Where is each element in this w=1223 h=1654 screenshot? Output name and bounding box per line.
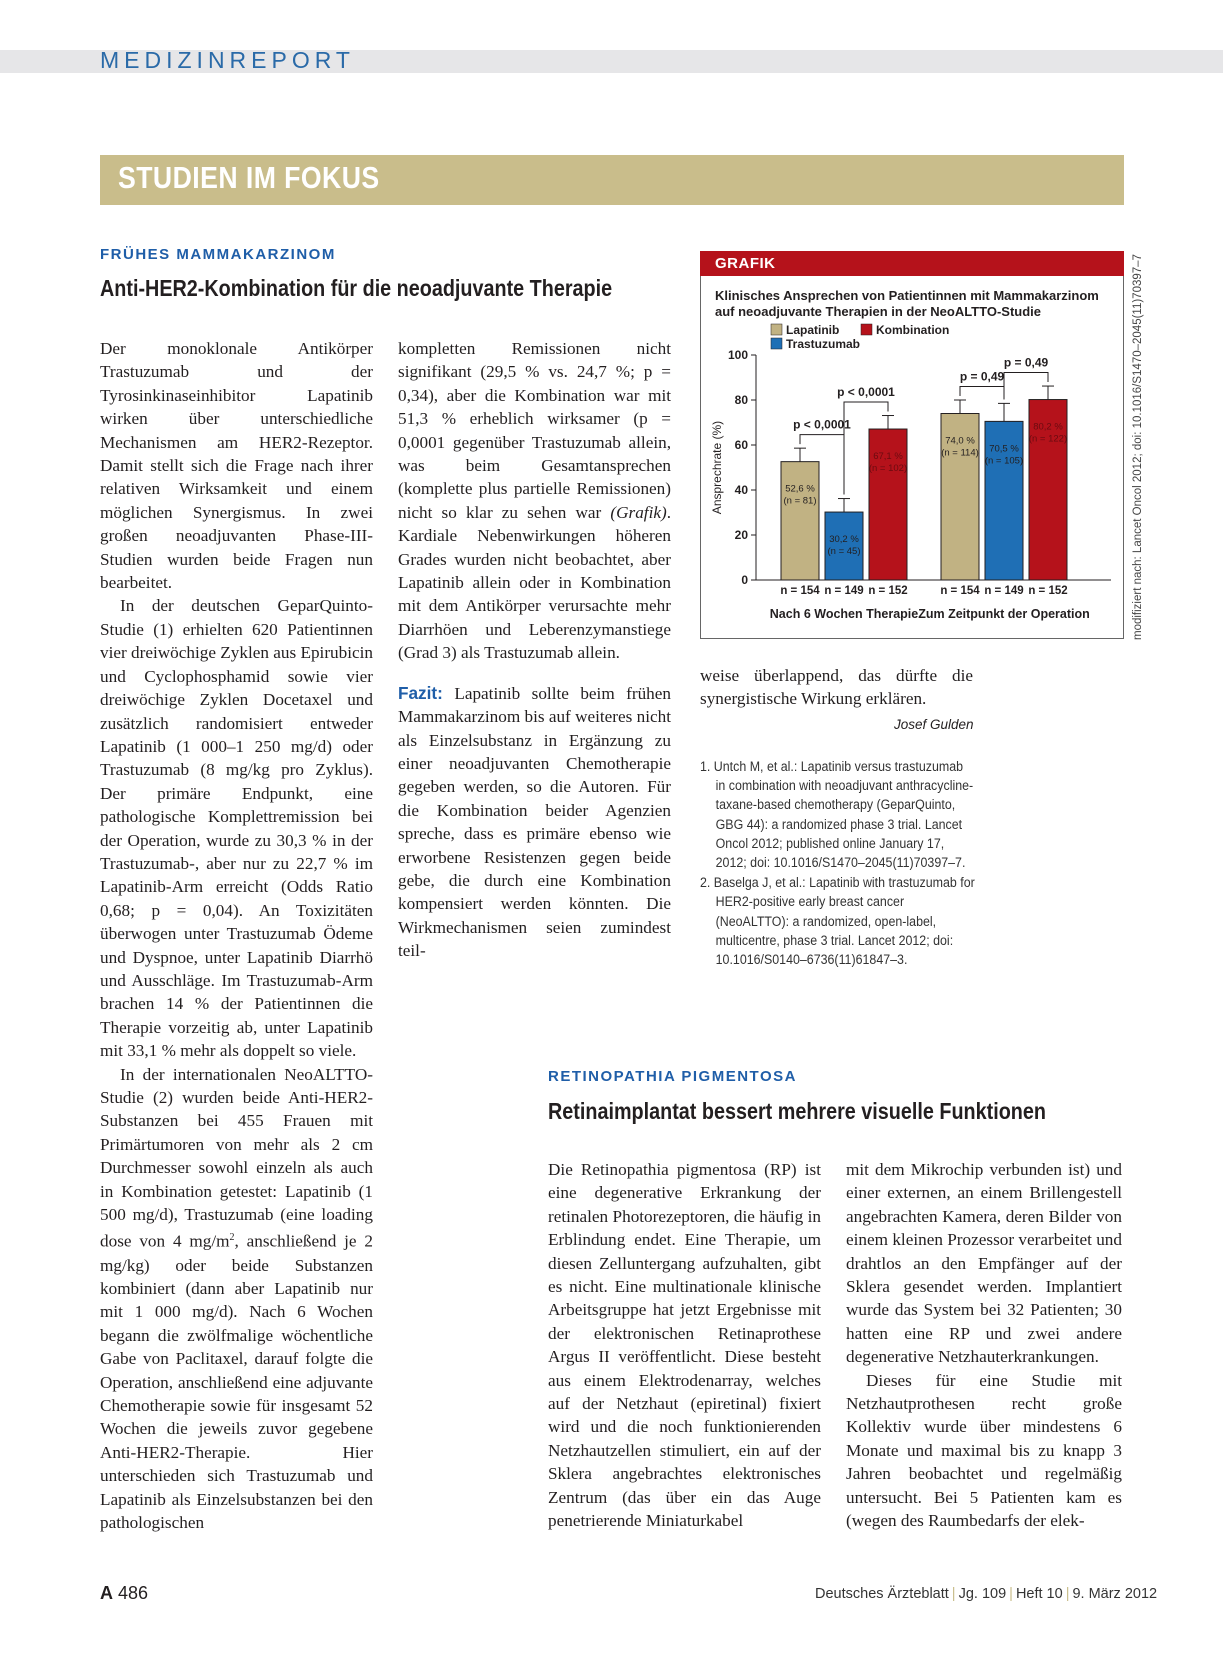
article1-col1-paragraph-2: In der deutschen GeparQuinto-Studie (1) erhielten 620 Patientinnen vier dreiwöchige Zyklen aus Epirubicin und Cyclophosphamid sowie vier dreiwöchige Zyklen Docetaxel und zusätzlich randomisiert entweder Lapatinib (1 000–1 250 mg/d) oder Trastuzumab (8 mg/kg pro Zyklus). Der primäre Endpunkt, eine pathologische Komplettremission bei der Operation, wurde zu 30,3 % in der Trastuzumab-, aber nur zu 22,7 % im Lapatinib-Arm erreicht (Odds Ratio 0,68; p = 0,04). An Toxizitäten überwogen unter Trastuzumab Ödeme und Dyspnoe, unter Lapatinib Diarrhö und Ausschläge. Im Trastuzumab-Arm brachen 14 % der Patientinnen die Therapie vorzeitig ab, unter Lapatinib mit 33,1 % mehr als doppelt so viele. xyxy=(100,596,374,1061)
journal-footer xyxy=(815,1586,1157,1602)
n-total-label: n = 152 xyxy=(868,585,908,597)
article1-kicker: FRÜHES MAMMAKARZINOM xyxy=(100,246,336,263)
article2-column-1 xyxy=(548,1158,821,1533)
bar-n-label: (n = 102) xyxy=(868,463,908,475)
y-tick-label: 40 xyxy=(734,483,748,497)
article2-kicker: RETINOPATHIA PIGMENTOSA xyxy=(548,1068,797,1085)
n-total-label: n = 149 xyxy=(984,585,1024,597)
chart-title: Klinisches Ansprechen von Patientinnen mit Mammakarzinom auf neoadjuvante Therapien in der NeoALTTO-Studie xyxy=(715,288,1099,319)
article1-column-2 xyxy=(398,337,671,963)
y-tick-label: 80 xyxy=(734,393,748,407)
legend-label: Trastuzumab xyxy=(786,337,861,351)
p-value-label: p = 0,49 xyxy=(1003,355,1049,370)
n-total-label: n = 149 xyxy=(824,585,864,597)
article1-headline: Anti-HER2-Kombination für die neoadjuvante Therapie xyxy=(100,275,613,301)
fazit-label: Fazit: xyxy=(398,682,443,703)
focus-title: STUDIEN IM FOKUS xyxy=(118,160,380,195)
y-tick-label: 60 xyxy=(734,438,748,452)
article2-column-2 xyxy=(846,1158,1122,1533)
article1-col2-paragraph-1 xyxy=(398,337,671,665)
journal-name: Deutsches Ärzteblatt xyxy=(815,1586,949,1602)
article1-col2-p1-start: kompletten Remissionen nicht signifikant (29,5 % vs. 24,7 %; p = 0,34), aber die Kombination war mit 51,3 % erheblich wirksamer (p = 0,0001 gegenüber Trastuzumab allein, was beim Gesamtansprechen (komplette plus partielle Remissionen) nicht so klar zu sehen war xyxy=(398,339,671,522)
date: 9. März 2012 xyxy=(1072,1586,1158,1602)
page-prefix: A xyxy=(100,1583,113,1603)
article2-col2-paragraph-2: Dieses für eine Studie mit Netzhautprothesen recht große Kollektiv wurde über mindestens 6 Monate und maximal bis zu knapp 3 Jahren beobachtet und regelmäßig untersucht. Bei 5 Patienten kam es (wegen des Raumbedarfs der elek- xyxy=(846,1370,1122,1531)
y-tick-label: 100 xyxy=(727,348,748,362)
bar-value-label: 30,2 % xyxy=(829,534,859,546)
comparison-bracket xyxy=(1004,373,1048,400)
separator: | xyxy=(951,1586,956,1602)
legend-swatch xyxy=(771,338,782,349)
article1-col1-p3-start: In der internationalen NeoALTTO-Studie (2) wurden beide Anti-HER2-Substanzen bei 455 Frauen mit Primärtumoren von mehr als 2 cm Durchmesser sowohl einzeln als auch in Kombination getestet: Lapatinib (1 500 mg/d), Trastuzumab (eine loading dose von 4 mg/m xyxy=(100,1064,373,1252)
category-label: Nach 6 Wochen Therapie xyxy=(769,607,919,621)
separator: | xyxy=(1065,1586,1070,1602)
legend-label: Lapatinib xyxy=(786,323,840,337)
article2-headline: Retinaimplantat bessert mehrere visuelle Funktionen xyxy=(548,1098,1046,1124)
legend-swatch xyxy=(771,324,782,335)
y-axis-label: Ansprechrate (%) xyxy=(710,420,724,515)
bar-chart xyxy=(701,320,1121,625)
grafik-reference: (Grafik) xyxy=(610,502,667,522)
y-tick-label: 0 xyxy=(741,573,748,587)
legend-swatch xyxy=(861,324,872,335)
bar-value-label: 74,0 % xyxy=(945,435,975,447)
category-label: Zum Zeitpunkt der Operation xyxy=(918,607,1090,621)
page-number-value: 486 xyxy=(118,1583,149,1603)
n-total-label: n = 152 xyxy=(1028,585,1068,597)
grafik-label: GRAFIK xyxy=(715,255,776,272)
article1-col3-paragraph: weise überlappend, das dürfte die synergistische Wirkung erklären. xyxy=(700,666,973,709)
separator: | xyxy=(1009,1586,1013,1602)
bar-value-label: 67,1 % xyxy=(873,451,903,463)
n-total-label: n = 154 xyxy=(780,585,820,597)
article2-col2-paragraph-1: mit dem Mikrochip verbunden ist) und einer externen, an einem Brillengestell angebrachten Kamera, deren Bilder von einem kleinen Prozessor verarbeitet und drahtlos an den Empfänger auf der Sklera gesendet werden. Implantiert wurde das System bei 32 Patienten; 30 hatten eine RP und zwei andere degenerative Netzhauterkrankungen. xyxy=(846,1160,1122,1367)
references xyxy=(700,757,1000,970)
bar-n-label: (n = 81) xyxy=(783,495,817,507)
page-number xyxy=(100,1583,148,1604)
p-value-label: p < 0,0001 xyxy=(837,385,895,400)
bar-n-label: (n = 122) xyxy=(1028,433,1068,445)
legend-label: Kombination xyxy=(876,323,950,337)
issue: Heft 10 xyxy=(1015,1586,1063,1602)
bar-n-label: (n = 45) xyxy=(827,546,861,558)
source-note: modifiziert nach: Lancet Oncol 2012; doi: 10.1016/S1470–2045(11)70397–7 xyxy=(1132,254,1144,640)
volume: Jg. 109 xyxy=(958,1586,1007,1602)
author: Josef Gulden xyxy=(894,717,974,732)
article2-col1-paragraph: Die Retinopathia pigmentosa (RP) ist eine degenerative Erkrankung der retinalen Photorezeptoren, die häufig in Erblindung endet. Eine Therapie, um diesen Zelluntergang aufzuhalten, gibt es nicht. Eine multinationale klinische Arbeitsgruppe hat jetzt Ergebnisse mit der elektronischen Retinaprothese Argus II veröffentlicht. Diese besteht aus einem Elektrodenarray, welches auf der Netzhaut (epiretinal) fixiert wird und die noch funktionierenden Netzhautzellen stimuliert, ein auf der Sklera angebrachtes elektronisches Zentrum (das über ein das Auge penetrierende Miniaturkabel xyxy=(548,1160,821,1531)
y-tick-label: 20 xyxy=(734,528,748,542)
fazit-text: Lapatinib sollte beim frühen Mammakarzinom bis auf weiteres nicht als Einzelsubstanz in Ergänzung zu einer neoadjuvanten Chemotherapie gegeben werden, so die Autoren. Für die Kombination beider Agenzien spreche, dass es primäre ebenso wie erworbene Resistenzen gegen beide gebe, die durch eine Kombination kompensiert werden könnten. Die Wirkmechanismen seien zumindest teil- xyxy=(398,683,672,961)
article1-col2-p1-end: . Kardiale Nebenwirkungen höheren Grades wurden nicht beobachtet, aber Lapatinib allein oder in Kombination mit dem Antikörper verursachte mehr Diarrhöen und Leberenzymanstiege (Grad 3) als Trastuzumab allein. xyxy=(398,502,671,663)
article1-fazit xyxy=(398,682,671,963)
bar-n-label: (n = 114) xyxy=(941,447,979,459)
bar-value-label: 52,6 % xyxy=(785,483,815,495)
article1-col1-p3-end: , anschließend je 2 mg/kg) oder beide Substanzen kombiniert (dann aber Lapatinib nur mit 1 000 mg/d). Nach 6 Wochen begann die zwölfmalige wöchentliche Gabe von Paclitaxel, darauf folgte die Operation, anschließend eine adjuvante Chemotherapie sowie für insgesamt 52 Wochen die jeweils zuvor gegebene Anti-HER2-Therapie. Hier unterschieden sich Trastuzumab und Lapatinib als Einzelsubstanzen bei den pathologischen xyxy=(100,1232,373,1533)
comparison-bracket xyxy=(960,387,1004,400)
reference-2: 2. Baselga J, et al.: Lapatinib with trastuzumab for HER2-positive early breast cancer (NeoALTTO): a randomized, open-label, multicentre, phase 3 trial. Lancet 2012; doi: 10.1016/S0140–6736(11)61847–3. xyxy=(700,875,975,968)
section-label: MEDIZINREPORT xyxy=(100,47,355,73)
article1-col1-paragraph-1: Der monoklonale Antikörper Trastuzumab und der Tyrosinkinaseinhibitor Lapatinib wirken über unterschiedliche Mechanismen am HER2-Rezeptor. Damit stellt sich die Frage nach ihrer relativen Wirksamkeit und einem möglichen Synergismus. In zwei großen neoadjuvanten Phase-III-Studien wurden beide Fragen nun bearbeitet. xyxy=(100,339,373,593)
bar-value-label: 80,2 % xyxy=(1033,421,1063,433)
n-total-label: n = 154 xyxy=(940,585,980,597)
p-value-label: p = 0,49 xyxy=(959,369,1005,384)
reference-1: 1. Untch M, et al.: Lapatinib versus trastuzumab in combination with neoadjuvant anthracycline-taxane-based chemotherapy (GeparQuinto, GBG 44): a randomized phase 3 trial. Lancet Oncol 2012; published online January 17, 2012; doi: 10.1016/S1470–2045(11)70397–7. xyxy=(700,759,974,871)
article1-column-3 xyxy=(700,664,973,711)
superscript: 2 xyxy=(229,1232,235,1244)
bar xyxy=(781,462,819,580)
bar-n-label: (n = 105) xyxy=(984,455,1024,467)
article1-column-1 xyxy=(100,337,373,1534)
p-value-label: p < 0,0001 xyxy=(793,417,851,432)
bar-value-label: 70,5 % xyxy=(989,443,1019,455)
article1-col1-paragraph-3 xyxy=(100,1063,373,1535)
